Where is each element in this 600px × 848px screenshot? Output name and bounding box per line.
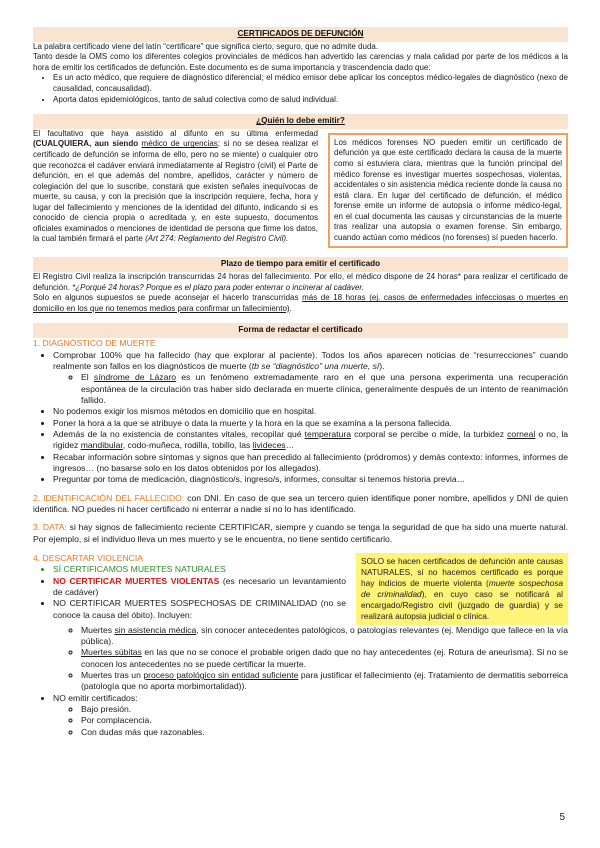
list-item: • Comprobar 100% que ha fallecido (hay que explorar al paciente). Todos los años aparecen noticias de “resurrecciones” cuando realmente son fallos en los diagnósticos de muerte (tb se “diagnóstico” una muerte, sí). ◦ El síndrome de Lázaro es un fenómeno extremadamente raro en el que una persona experimenta una recuperación espontánea de la circulación tras haber sido declarada en muerte clínica, generalmente después de un intento de reanimación fallido. bbox=[53, 350, 568, 407]
highlight-note-box: SOLO se hacen certificados de defunción ante causas NATURALES, si no hacemos certificado es porque hay indicios de muerte violenta (muerte sospechosa de criminalidad), en cuyo caso se notificará al encargado/Registro civil (juzgado de guardia) y se realizará autopsia judicial o clínica. bbox=[356, 553, 568, 625]
identificacion-paragraph: 2. IDENTIFICACIÓN DEL FALLECIDO: con DNI. En caso de que sea un tercero quien identifique poner nombre, apellidos y DNI de quien identifica. NO puedes ni hacer certificado ni enterrar a nadie si no lo has identificado. bbox=[33, 492, 568, 515]
section-title-plazo: Plazo de tiempo para emitir el certificado bbox=[33, 257, 568, 272]
list-item: • No podemos exigir los mismos métodos en domicilio que en hospital. bbox=[53, 406, 568, 417]
section-title-quien: ¿Quién lo debe emitir? bbox=[33, 114, 568, 129]
quien-cualquiera: (CUALQUIERA, aun siendo bbox=[33, 139, 142, 149]
section-title-certificados: CERTIFICADOS DE DEFUNCIÓN bbox=[33, 27, 568, 42]
page-content bbox=[33, 27, 568, 738]
no-emitir-sublist bbox=[53, 704, 568, 738]
list-item: • Poner la hora a la que se atribuye o data la muerte y la hora en la que se examina a la persona fallecida. bbox=[53, 418, 568, 429]
list-item: ◦ Muertes sin asistencia médica, sin conocer antecedentes patológicos, o patologías relevantes (ej. Mendigo que fallece en la vía pública). bbox=[81, 625, 568, 648]
list-item: • Preguntar por toma de medicación, diagnóstico/s, ingreso/s, informes, consultar si tenemos historia previa… bbox=[53, 474, 568, 485]
list-item: ◦ Muertes súbitas en las que no se conoce el probable origen dado que no hay antecedentes (ej. Rotura de aneurisma). Si no se conocen los antecedentes no se puede certificar la muerte. bbox=[81, 647, 568, 670]
intro-paragraph-1: La palabra certificado viene del latín “certificare” que significa cierto, seguro, que no admite duda. bbox=[33, 41, 379, 51]
violencia-list bbox=[33, 564, 346, 621]
list-item: ◦ Bajo presión. bbox=[81, 704, 568, 715]
quien-reference: (Art 274: Reglamento del Registro Civil). bbox=[145, 234, 289, 244]
list-item: ◦ El síndrome de Lázaro es un fenómeno extremadamente raro en el que una persona experimenta una recuperación espontánea de la circulación tras haber sido declarada en muerte clínica, generalmente después de un intento de reanimación fallido. bbox=[81, 372, 568, 406]
quien-columns bbox=[33, 129, 568, 248]
list-item: • Además de la no existencia de constantes vitales, recopilar qué temperatura corporal se percibe o mide, la turbidez corneal o no, la rigidez mandibular, codo-muñeca, rodilla, tobillo, las livideces… bbox=[53, 429, 568, 452]
quien-left-column bbox=[33, 129, 318, 245]
no-emitir-list bbox=[33, 693, 568, 738]
quien-body: ; si no se desea realizar el certificado de defunción se informa de ello, pero no se miente) o cualquier otro que reconozca el cadáver enviará inmediatamente al Registro (civil) el Parte de defunción, en el que además del nombre, apellidos, carácter y número de colegiación del que lo suscribe, constará que existen señales inequívocas de muerte, su causa, y con la precisión que la inscripción requiere, fecha, hora y lugar del fallecimiento y menciones de la identidad del difunto, indicando si es conocido de ciencia propia o acreditada y, en este supuesto, documentos oficiales examinados o menciones de identidad de persona que firme los datos, la cual también firmará el parte bbox=[33, 139, 318, 244]
list-item: • NO emitir certificados: ◦ Bajo presión. ◦ Por complacencia. ◦ Con dudas más que razonables. bbox=[53, 693, 568, 738]
certificados-bullets bbox=[33, 73, 568, 105]
list-item: ◦ Por complacencia. bbox=[81, 715, 568, 726]
list-item: • NO CERTIFICAR MUERTES SOSPECHOSAS DE CRIMINALIDAD (no se conoce la causa del óbito). Incluyen: bbox=[53, 598, 346, 621]
data-paragraph: 3. DATA: si hay signos de fallecimiento reciente CERTIFICAR, siempre y cuando se tenga la seguridad de que ha sido una muerte natural. Por ejemplo, si el individuo lleva un mes muerto y se le encuentra, no tiene sentido certificarlo. bbox=[33, 522, 568, 544]
section-title-forma: Forma de redactar el certificado bbox=[33, 323, 568, 338]
list-item: • Es un acto médico, que requiere de diagnóstico diferencial; el médico emisor debe aplicar los conceptos médico-legales de diagnóstico (nexo de causalidad, concausalidad). bbox=[53, 73, 568, 94]
forenses-note-text: Los médicos forenses NO pueden emitir un certificado de defunción ya que este certificado declara la causa de la muerte como si estuviera clara, mientras que la función principal del médico forense es investigar muertes sospechosas, violentas, accidentales o sin asistencia médica reciente donde la causa no está clara. En lugar del certificado de defunción, el médico forense emite un informe de autopsia o informe médico-legal, en el cual documenta las causas y circunstancias de la muerte tras realizar una autopsia o examen forense. Sin embargo, cuando actúan como médicos (no forenses) sí pueden hacerlo. bbox=[334, 137, 562, 242]
quien-urgencias: médico de urgencias bbox=[141, 139, 218, 149]
criminalidad-sublist bbox=[53, 625, 568, 693]
diagnostico-heading: 1. DIAGNÓSTICO DE MUERTE bbox=[33, 338, 156, 349]
list-item: ◦ Con dudas más que razonables. bbox=[81, 727, 568, 738]
list-item: • NO CERTIFICAR MUERTES VIOLENTAS (es necesario un levantamiento de cadáver) bbox=[53, 576, 346, 599]
list-item bbox=[53, 625, 568, 693]
violencia-columns bbox=[33, 553, 568, 625]
intro-paragraph-2: Tanto desde la OMS como los diferentes colegios provinciales de médicos han advertido las carencias y mala calidad por parte de los médicos a la hora de emitir los certificados de defunción. Este documento es de suma importancia y trascendencia dado que: bbox=[33, 52, 568, 72]
violencia-left-column bbox=[33, 553, 346, 621]
lazaro-sublist bbox=[53, 372, 568, 406]
forenses-note-box bbox=[328, 133, 568, 248]
plazo-paragraph-1: El Registro Civil realiza la inscripción transcurridas 24 horas del fallecimiento. Por ello, el médico dispone de 24 horas* para realizar el certificado de defunción. *¿Porqué 24 horas? Porque es el plazo para poder enterrar o incinerar al cadáver. bbox=[33, 272, 568, 292]
list-item: • Aporta datos epidemiológicos, tanto de salud colectiva como de salud individual. bbox=[53, 95, 568, 106]
criminalidad-list bbox=[33, 625, 568, 693]
violencia-heading: 4. DESCARTAR VIOLENCIA bbox=[33, 553, 143, 564]
list-item: • SÍ CERTIFICAMOS MUERTES NATURALES bbox=[53, 564, 346, 575]
quien-paragraph bbox=[33, 129, 318, 245]
list-item: ◦ Muertes tras un proceso patológico sin entidad suficiente para justificar el fallecimiento (ej. Tratamiento de dermatitis seborreica (patología que no aporta morbimortalidad)). bbox=[81, 670, 568, 693]
plazo-paragraph-2: Solo en algunos supuestos se puede aconsejar el hacerlo transcurridas más de 18 horas (ej. casos de enfermedades infecciosas o muertes en domicilio en los que no tenemos medios para confirmar un fallecimiento). bbox=[33, 293, 569, 313]
quien-lead: El facultativo que haya asistido al difunto en su última enfermedad bbox=[33, 128, 318, 138]
page-number: 5 bbox=[559, 812, 565, 823]
list-item: • Recabar información sobre síntomas y signos que han precedido al fallecimiento (pródromos) y demás contexto: informes, informes de ingresos… (no basarse solo en los datos obtenidos por los allegados). bbox=[53, 452, 568, 475]
diagnostico-list bbox=[33, 350, 568, 486]
